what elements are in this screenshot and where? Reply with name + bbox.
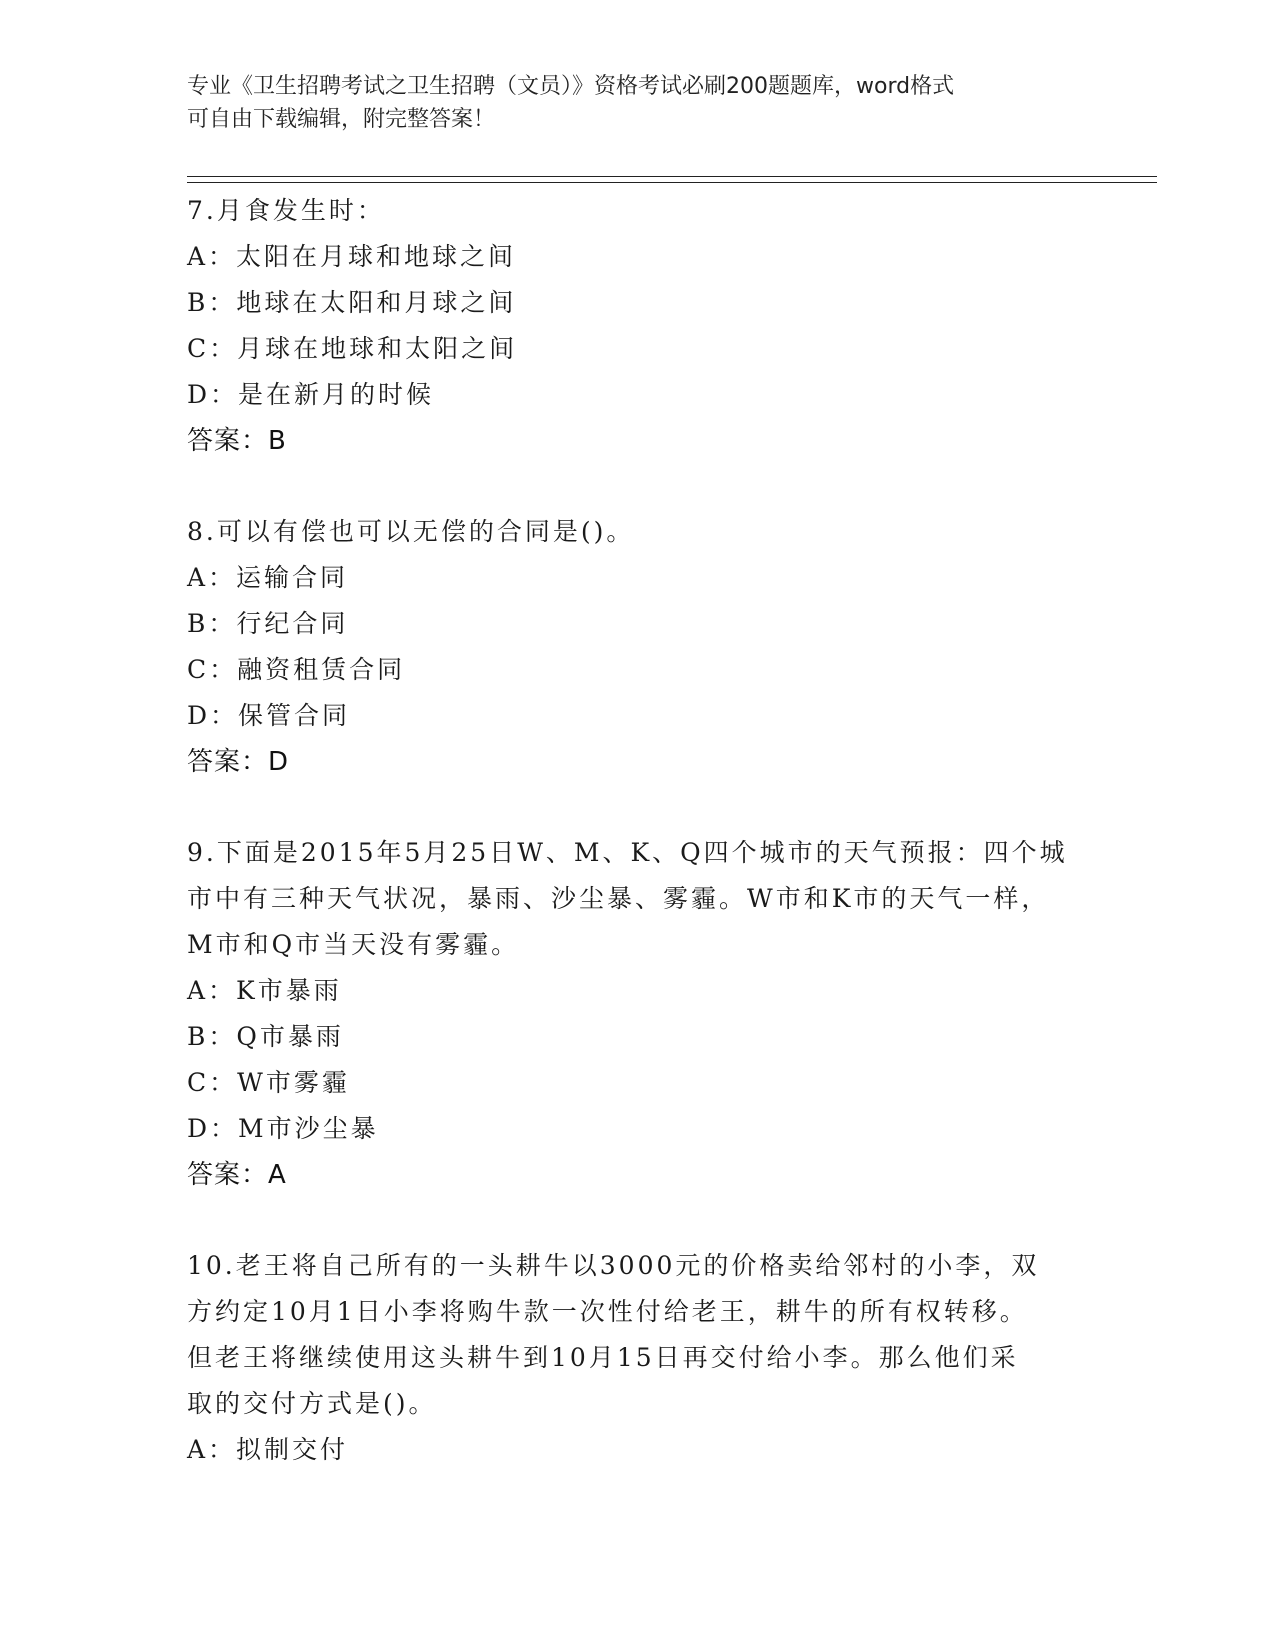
question-stem-line-2: 方约定10月1日小李将购牛款一次性付给老王，耕牛的所有权转移。 (187, 1297, 1028, 1326)
option-a: A：运输合同 (187, 563, 349, 592)
option-c: C：月球在地球和太阳之间 (187, 334, 518, 363)
question-9 (187, 830, 1087, 1198)
option-c: C：W市雾霾 (187, 1068, 350, 1097)
header-divider-bottom (187, 182, 1157, 183)
option-a: A：K市暴雨 (187, 976, 342, 1005)
answer-line: 答案：B (187, 426, 287, 456)
question-stem: 7.月食发生时： (187, 196, 385, 225)
option-a: A：拟制交付 (187, 1435, 349, 1464)
question-stem-line-2: 市中有三种天气状况，暴雨、沙尘暴、雾霾。W市和K市的天气一样， (187, 884, 1050, 913)
option-b: B：行纪合同 (187, 609, 349, 638)
header-divider-top (187, 176, 1157, 177)
option-c: C：融资租赁合同 (187, 655, 406, 684)
question-stem-line-3: M市和Q市当天没有雾霾。 (187, 930, 520, 959)
question-stem: 8.可以有偿也可以无偿的合同是()。 (187, 517, 635, 546)
option-d: D：是在新月的时候 (187, 380, 435, 409)
question-stem-line-1: 9.下面是2015年5月25日W、M、K、Q四个城市的天气预报：四个城 (187, 838, 1068, 867)
question-stem-line-1: 10.老王将自己所有的一头耕牛以3000元的价格卖给邻村的小李，双 (187, 1251, 1040, 1280)
document-header (187, 70, 1067, 136)
header-line-2: 可自由下载编辑，附完整答案！ (187, 107, 496, 132)
header-line-1: 专业《卫生招聘考试之卫生招聘（文员）》资格考试必刷200题题库，word格式 (187, 74, 955, 99)
question-10 (187, 1243, 1087, 1473)
question-list (187, 188, 1087, 1518)
answer-line: 答案：A (187, 1160, 287, 1190)
answer-line: 答案：D (187, 747, 290, 777)
question-8 (187, 509, 1087, 785)
option-a: A：太阳在月球和地球之间 (187, 242, 517, 271)
question-stem-line-3: 但老王将继续使用这头耕牛到10月15日再交付给小李。那么他们采 (187, 1343, 1019, 1372)
option-d: D：保管合同 (187, 701, 351, 730)
option-b: B：地球在太阳和月球之间 (187, 288, 517, 317)
question-7 (187, 188, 1087, 464)
question-stem-line-4: 取的交付方式是()。 (187, 1389, 437, 1418)
option-b: B：Q市暴雨 (187, 1022, 344, 1051)
option-d: D：M市沙尘暴 (187, 1114, 379, 1143)
